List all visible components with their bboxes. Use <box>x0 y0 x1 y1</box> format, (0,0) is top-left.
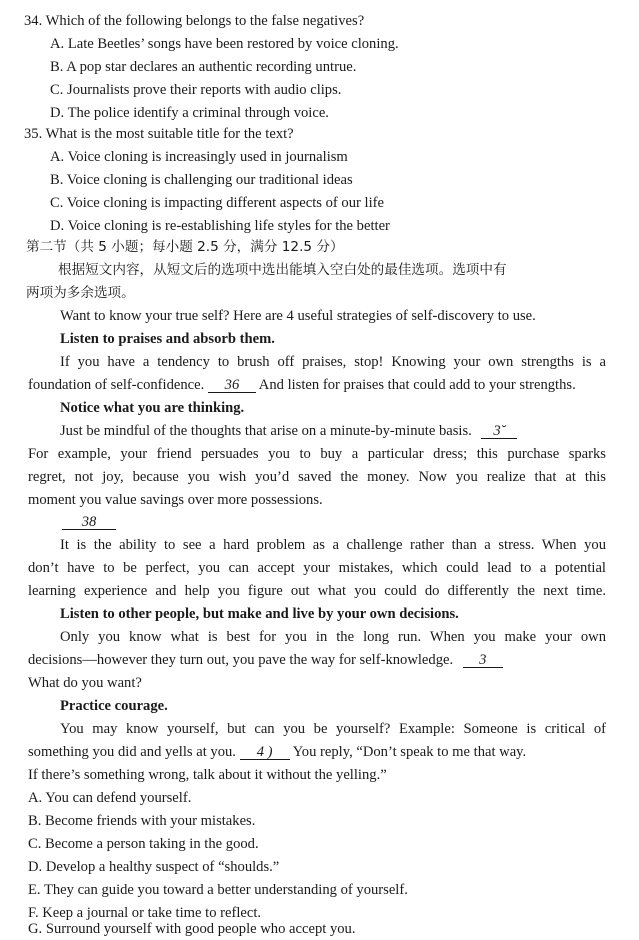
choice-c: C. Become a person taking in the good. <box>28 836 259 852</box>
paragraph-5-text-a: something you did and yells at you. <box>28 744 236 760</box>
paragraph-2-text-a: Just be mindful of the thoughts that arise on a minute-by-minute basis. <box>60 423 472 439</box>
subheading-courage: Practice courage. <box>60 698 168 714</box>
paragraph-1-line-1: If you have a tendency to brush off praises, stop! Knowing your own strengths is a <box>60 354 606 370</box>
paragraph-4-line-3: What do you want? <box>28 675 142 691</box>
choice-a: A. You can defend yourself. <box>28 790 192 806</box>
blank-39: 3 <box>463 652 503 668</box>
blank-36: 36 <box>208 377 256 393</box>
subheading-decisions: Listen to other people, but make and live by your own decisions. <box>60 606 459 622</box>
question-35-stem: 35. What is the most suitable title for the text? <box>24 126 294 142</box>
paragraph-4-text-a: decisions—however they turn out, you pave the way for self-knowledge. <box>28 652 454 668</box>
choice-b: B. Become friends with your mistakes. <box>28 813 256 829</box>
paragraph-1-text-a: foundation of self-confidence. <box>28 377 205 393</box>
paragraph-5-line-1: You may know yourself, but can you be yourself? Example: Someone is critical of <box>60 721 606 737</box>
question-34-option-a: A. Late Beetles’ songs have been restored by voice cloning. <box>50 36 399 52</box>
paragraph-3-line-2: don’t have to be perfect, you can accept your mistakes, which could lead to a potential <box>28 560 606 576</box>
paragraph-5-line-2 <box>28 742 526 762</box>
blank-40: 4 ) <box>240 744 290 760</box>
section-instruction-line-1: 根据短文内容，从短文后的选项中选出能填入空白处的最佳选项。选项中有 <box>58 262 507 278</box>
paragraph-5-line-3: If there’s something wrong, talk about it without the yelling.” <box>28 767 387 783</box>
blank-37: 3˘ <box>481 423 517 439</box>
section-instruction-line-2: 两项为多余选项。 <box>26 285 135 301</box>
question-35-option-d: D. Voice cloning is re-establishing life styles for the better <box>50 218 390 234</box>
paragraph-5-text-b: You reply, “Don’t speak to me that way. <box>292 744 527 760</box>
paragraph-4-line-2 <box>28 650 503 670</box>
paragraph-2-line-3: regret, not joy, because you wish you’d saved the money. Now you realize that at this <box>28 469 606 485</box>
choice-f: F. Keep a journal or take time to reflect. <box>28 905 262 921</box>
question-34-option-c: C. Journalists prove their reports with audio clips. <box>50 82 342 98</box>
choice-g: G. Surround yourself with good people who accept you. <box>28 921 356 937</box>
choice-d: D. Develop a healthy suspect of “shoulds.” <box>28 859 280 875</box>
subheading-thinking: Notice what you are thinking. <box>60 400 245 416</box>
section-heading: 第二节（共 5 小题；每小题 2.5 分，满分 12.5 分） <box>26 239 344 255</box>
paragraph-2-line-1 <box>60 421 517 441</box>
question-34-option-d: D. The police identify a criminal through voice. <box>50 105 329 121</box>
passage-intro: Want to know your true self? Here are 4 useful strategies of self-discovery to use. <box>60 308 536 324</box>
question-35-option-a: A. Voice cloning is increasingly used in journalism <box>50 149 348 165</box>
paragraph-1-text-b: And listen for praises that could add to your strengths. <box>258 377 576 393</box>
question-35-option-c: C. Voice cloning is impacting different aspects of our life <box>50 195 384 211</box>
question-34-option-b: B. A pop star declares an authentic recording untrue. <box>50 59 357 75</box>
paragraph-2-line-4: moment you value savings over more possessions. <box>28 492 323 508</box>
subheading-praises: Listen to praises and absorb them. <box>60 331 275 347</box>
paragraph-2-line-2: For example, your friend persuades you to buy a particular dress; this purchase sparks <box>28 446 606 462</box>
heading-line-38 <box>62 512 116 532</box>
question-34-stem: 34. Which of the following belongs to the false negatives? <box>24 13 365 29</box>
question-35-option-b: B. Voice cloning is challenging our traditional ideas <box>50 172 353 188</box>
paragraph-1-line-2 <box>28 375 576 395</box>
paragraph-3-line-1: It is the ability to see a hard problem as a challenge rather than a stress. When you <box>60 537 606 553</box>
paragraph-4-line-1: Only you know what is best for you in the long run. When you make your own <box>60 629 606 645</box>
blank-38: 38 <box>62 514 116 530</box>
paragraph-3-line-3: learning experience and help you figure out what you could do differently the next time. <box>28 583 606 599</box>
choice-e: E. They can guide you toward a better understanding of yourself. <box>28 882 408 898</box>
